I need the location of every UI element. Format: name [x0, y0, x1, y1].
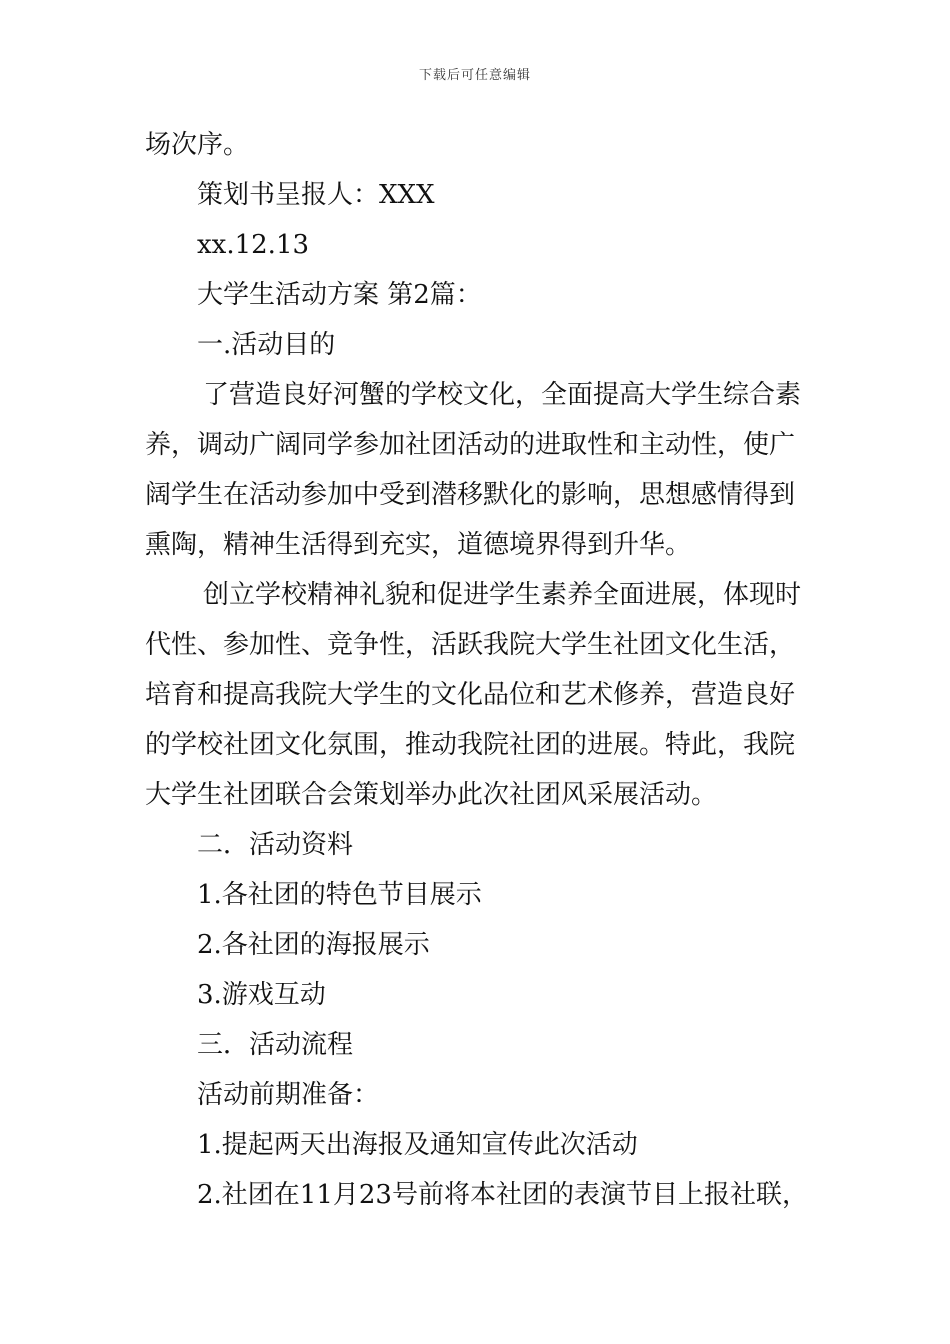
paragraph-line: 养，调动广阔同学参加社团活动的进取性和主动性，使广	[145, 430, 796, 460]
page-header: 下载后可任意编辑	[418, 68, 531, 83]
text-line: 场次序。	[145, 130, 250, 160]
section-heading: 大学生活动方案 第2篇：	[197, 280, 482, 310]
paragraph-line: 代性、参加性、竞争性，活跃我院大学生社团文化生活，	[145, 630, 796, 660]
subsection-heading: 一.活动目的	[197, 330, 336, 360]
paragraph-line: 创立学校精神礼貌和促进学生素养全面进展，体现时	[203, 580, 802, 610]
paragraph-line: 了营造良好河蟹的学校文化，全面提高大学生综合素	[203, 380, 802, 410]
document-body	[145, 120, 810, 1220]
subheading-preparation: 活动前期准备：	[197, 1080, 380, 1110]
submitter-line: 策划书呈报人：XXX	[197, 180, 435, 210]
list-item: 2.各社团的海报展示	[197, 930, 430, 960]
paragraph-line: 培育和提高我院大学生的文化品位和艺术修养，营造良好	[145, 680, 796, 710]
paragraph-line: 的学校社团文化氛围，推动我院社团的进展。特此，我院	[145, 730, 796, 760]
paragraph-purpose	[145, 370, 810, 570]
list-item: 3.游戏互动	[197, 980, 326, 1010]
paragraph-line: 大学生社团联合会策划举办此次社团风采展活动。	[145, 780, 718, 810]
list-item: 1.提起两天出海报及通知宣传此次活动	[197, 1130, 638, 1160]
list-item: 1.各社团的特色节目展示	[197, 880, 482, 910]
section-heading-process: 三．活动流程	[197, 1030, 354, 1060]
list-item: 2.社团在11月23号前将本社团的表演节目上报社联，	[197, 1180, 808, 1210]
date-line: xx.12.13	[197, 230, 310, 260]
paragraph-line: 阔学生在活动参加中受到潜移默化的影响，思想感情得到	[145, 480, 796, 510]
paragraph-background	[145, 570, 810, 820]
paragraph-line: 熏陶，精神生活得到充实，道德境界得到升华。	[145, 530, 692, 560]
section-heading-content: 二．活动资料	[197, 830, 354, 860]
